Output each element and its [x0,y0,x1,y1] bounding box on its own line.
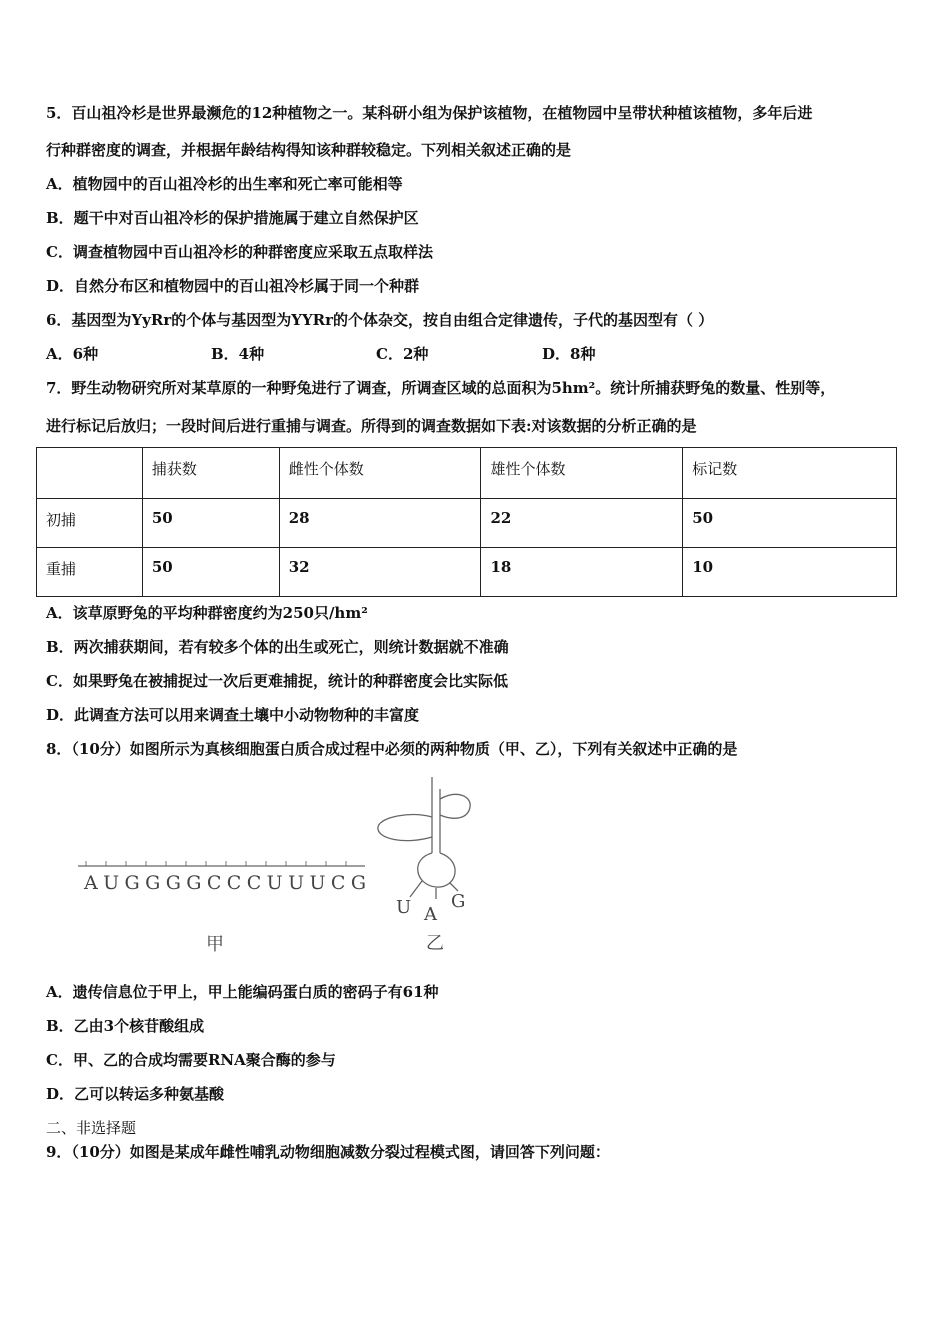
anticodon-right: G [451,891,466,912]
q8-option-b: B．乙由3个核苷酸组成 [46,1017,205,1035]
q5-option-a: A．植物园中的百山祖冷杉的出生率和死亡率可能相等 [46,175,403,193]
q7-option-d: D．此调查方法可以用来调查土壤中小动物物种的丰富度 [46,706,420,724]
q7-data-table [36,447,897,597]
mrna-strand [78,861,366,955]
section2-title: 二、非选择题 [46,1119,137,1137]
table-row-label: 初捕 [37,499,143,548]
q8-option-d: D．乙可以转运多种氨基酸 [46,1085,225,1103]
q7-option-a: A．该草原野兔的平均种群密度约为250只/hm² [46,604,368,622]
table-cell: 18 [481,548,683,597]
q7-stem-line1: 7．野生动物研究所对某草原的一种野兔进行了调查，所调查区域的总面积为5hm²。统计所捕获野兔的数量、性别等， [46,379,836,397]
q6-option-b: B．4种 [211,345,265,363]
table-cell: 28 [279,499,481,548]
mrna-sequence-text: AUGGGGCCCUUUCG [84,872,366,894]
table-header-cell: 捕获数 [142,448,279,499]
table-cell: 32 [279,548,481,597]
q6-option-d: D．8种 [542,345,596,363]
q5-stem-line1: 5．百山祖冷杉是世界最濒危的12种植物之一。某科研小组为保护该植物，在植物园中呈带状种植该植物，多年后进 [46,104,813,122]
q9-stem: 9．（10分）如图是某成年雌性哺乳动物细胞减数分裂过程模式图，请回答下列问题： [46,1143,610,1161]
mrna-trna-figure [60,775,500,960]
table-cell: 10 [683,548,897,597]
label-yi: 乙 [426,933,444,954]
q7-option-c: C．如果野兔在被捕捉过一次后更难捕捉，统计的种群密度会比实际低 [46,672,508,690]
q8-stem: 8．（10分）如图所示为真核细胞蛋白质合成过程中必须的两种物质（甲、乙），下列有关叙述中正确的是 [46,740,738,758]
table-row-label: 重捕 [37,548,143,597]
q8-option-c: C．甲、乙的合成均需要RNA聚合酶的参与 [46,1051,336,1069]
table-cell: 22 [481,499,683,548]
table-header-cell [37,448,143,499]
table-header-cell: 标记数 [683,448,897,499]
q8-option-a: A．遗传信息位于甲上，甲上能编码蛋白质的密码子有61种 [46,983,439,1001]
q6-stem: 6．基因型为YyRr的个体与基因型为YYRr的个体杂交，按自由组合定律遗传，子代的基因型有（ ） [46,311,714,329]
q5-option-d: D．自然分布区和植物园中的百山祖冷杉属于同一个种群 [46,277,420,295]
table-header-cell: 雄性个体数 [481,448,683,499]
anticodon-mid: A [424,904,437,925]
table-header-cell: 雌性个体数 [279,448,481,499]
table-cell: 50 [142,548,279,597]
q5-option-c: C．调查植物园中百山祖冷杉的种群密度应采取五点取样法 [46,243,433,261]
trna-structure [378,777,470,899]
q7-stem-line2: 进行标记后放归；一段时间后进行重捕与调查。所得到的调查数据如下表:对该数据的分析正确的是 [46,417,697,435]
q5-stem-line2: 行种群密度的调查，并根据年龄结构得知该种群较稳定。下列相关叙述正确的是 [46,141,572,159]
q7-option-b: B．两次捕获期间，若有较多个体的出生或死亡，则统计数据就不准确 [46,638,509,656]
q6-option-a: A．6种 [46,345,99,363]
anticodon-left: U [396,897,412,918]
label-jia: 甲 [206,934,224,955]
table-row [37,548,897,597]
table-cell: 50 [683,499,897,548]
table-row [37,499,897,548]
table-cell: 50 [142,499,279,548]
q5-option-b: B．题干中对百山祖冷杉的保护措施属于建立自然保护区 [46,209,419,227]
table-header-row [37,448,897,499]
q6-option-c: C．2种 [376,345,429,363]
